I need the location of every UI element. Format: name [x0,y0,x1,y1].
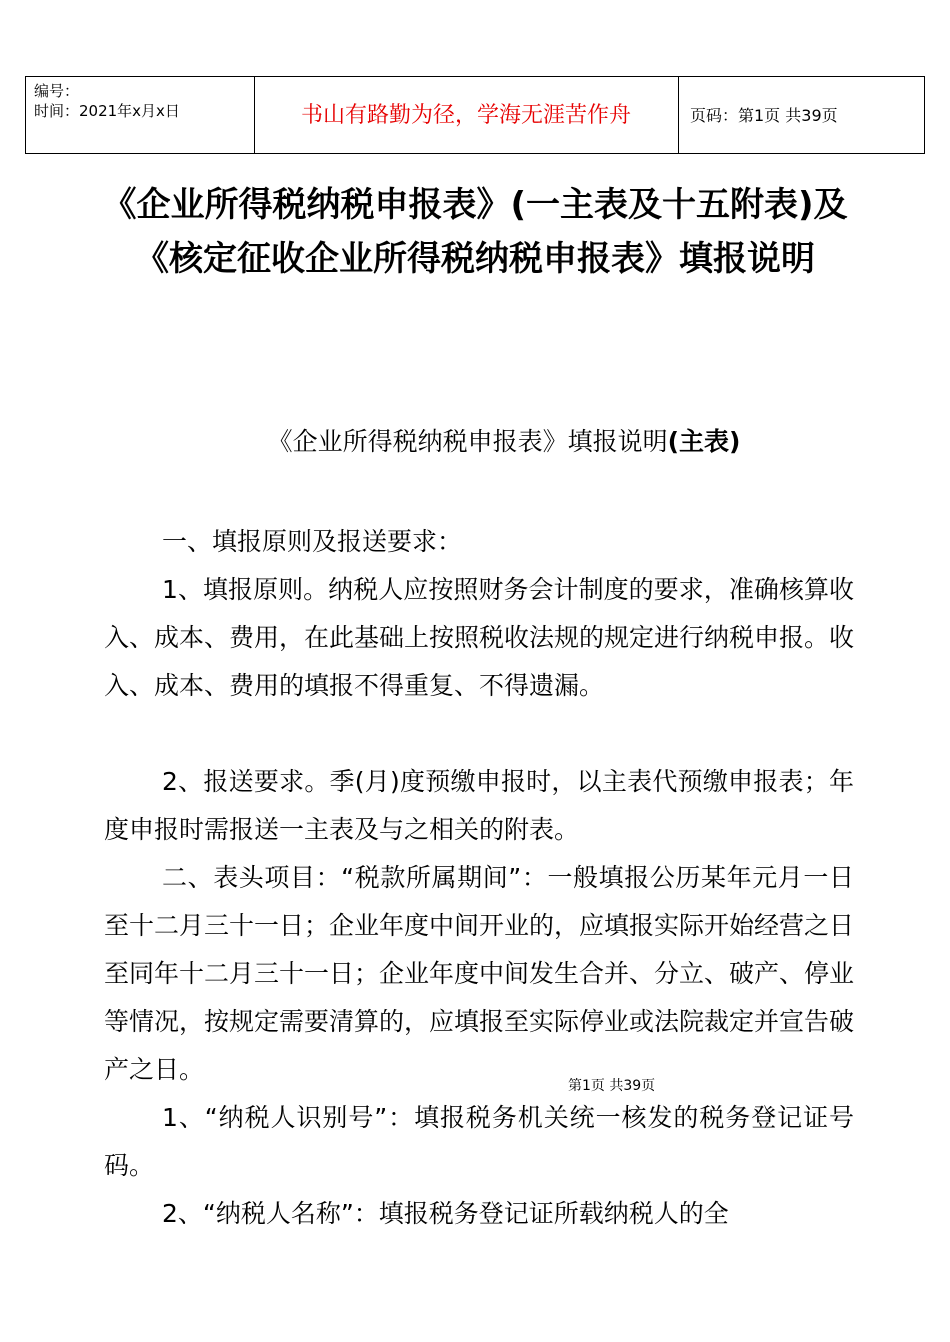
document-header [25,76,925,154]
header-meta [34,81,180,121]
header-divider-right [678,77,679,153]
page-number-footer: 第1页 共39页 [568,1078,656,1094]
header-motto: 书山有路勤为径，学海无涯苦作舟 [300,103,631,128]
heading-filing-principles: 一、填报原则及报送要求： [162,527,463,556]
document-time-label: 时间：2021年x月x日 [34,102,180,120]
subtitle-suffix: (主表) [667,427,741,456]
section-subtitle [0,422,950,462]
paragraph-taxpayer-name: 2、“纳税人名称”：填报税务登记证所载纳税人的全 [162,1199,729,1228]
document-title: 《企业所得税纳税申报表》(一主表及十五附表)及《核定征收企业所得税纳税申报表》填报说明 [102,185,848,279]
paragraph-taxpayer-id: 1、“纳税人识别号”：填报税务机关统一核发的税务登记证号码。 [104,1103,854,1180]
paragraph-submission-requirements: 2、报送要求。季(月)度预缴申报时，以主表代预缴申报表；年度申报时需报送一主表及与之相关的附表。 [104,767,854,844]
header-page-info: 页码：第1页 共39页 [690,106,838,125]
subtitle-text: 《企业所得税纳税申报表》填报说明 [267,427,668,456]
paragraph-header-items: 二、表头项目：“税款所属期间”：一般填报公历某年元月一日至十二月三十一日；企业年度中间开业的，应填报实际开始经营之日至同年十二月三十一日；企业年度中间发生合并、分立、破产、停业等情况，按规定需要清算的，应填报至实际停业或法院裁定并宣告破产之日。 [104,863,855,1084]
paragraph-filing-principle: 1、填报原则。纳税人应按照财务会计制度的要求，准确核算收入、成本、费用，在此基础上按照税收法规的规定进行纳税申报。收入、成本、费用的填报不得重复、不得遗漏。 [104,575,855,700]
document-number-label: 编号： [34,82,80,100]
